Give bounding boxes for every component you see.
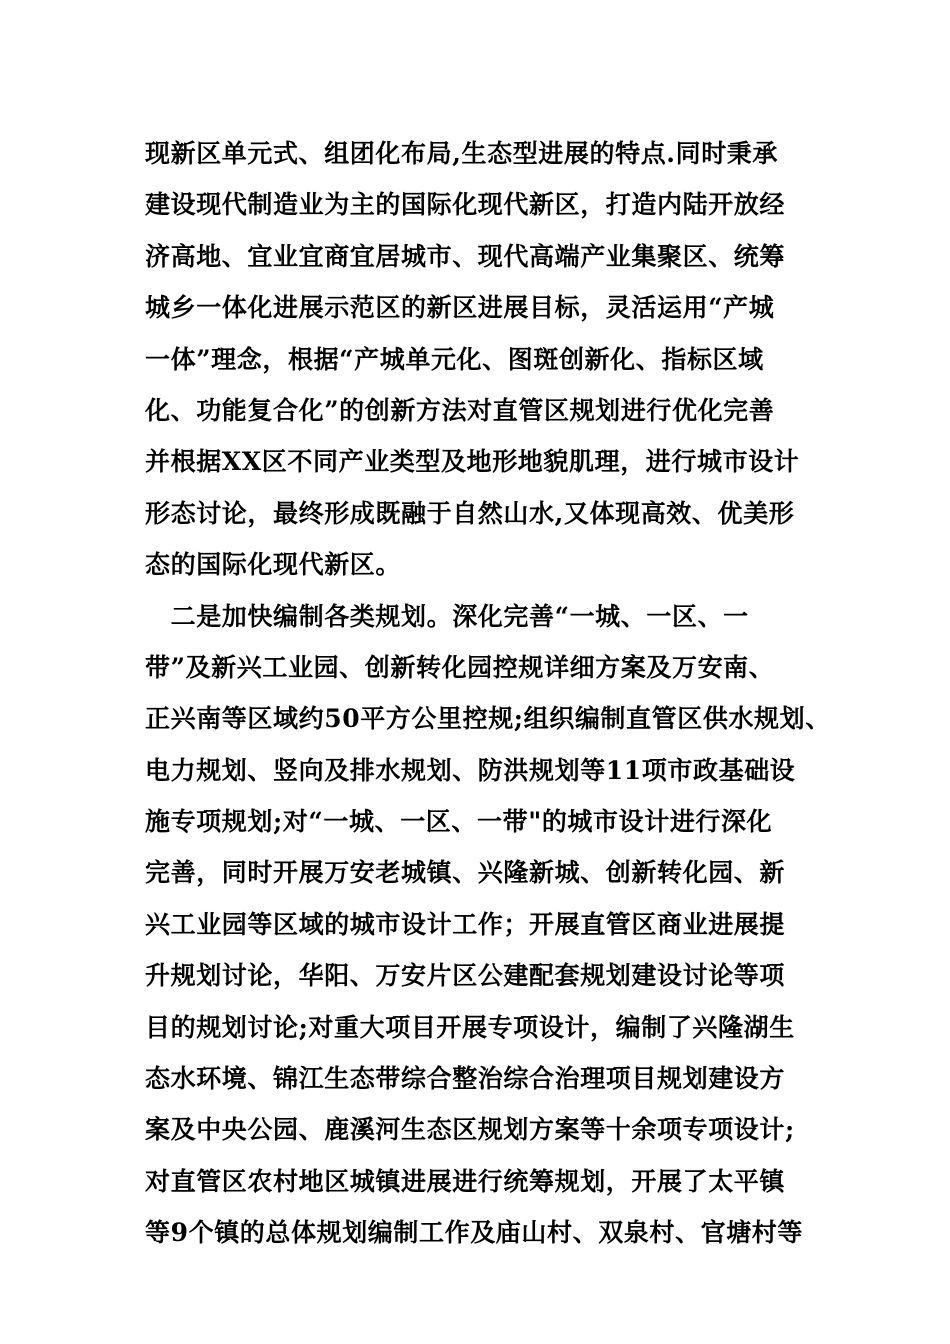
text-line: 兴工业园等区域的城市设计工作；开展直管区商业进展提 bbox=[145, 909, 786, 939]
text-line: 态水环境、锦江生态带综合整治综合治理项目规划建设方 bbox=[145, 1064, 786, 1094]
text-line: 等9个镇的总体规划编制工作及庙山村、双泉村、官塘村等 bbox=[145, 1218, 803, 1248]
text-line: 带”及新兴工业园、创新转化园控规详细方案及万安南、 bbox=[145, 652, 775, 682]
text-line: 济高地、宜业宜商宜居城市、现代高端产业集聚区、统筹 bbox=[145, 241, 786, 271]
body-text bbox=[145, 128, 845, 1259]
text-line: 对直管区农村地区城镇进展进行统筹规划，开展了太平镇 bbox=[145, 1166, 786, 1196]
text-line: 正兴南等区域约50平方公里控规;组织编制直管区供水规划、 bbox=[145, 704, 831, 734]
text-line: 现新区单元式、组团化布局,生态型进展的特点.同时秉承 bbox=[145, 139, 779, 168]
text-line: 城乡一体化进展示范区的新区进展目标，灵活运用“产城 bbox=[145, 293, 775, 323]
text-line: 施专项规划;对“一城、一区、一带"的城市设计进行深化 bbox=[145, 807, 773, 837]
text-line: 建设现代制造业为主的国际化现代新区，打造内陆开放经 bbox=[145, 190, 786, 220]
text-line: 电力规划、竖向及排水规划、防洪规划等11项市政基础设 bbox=[145, 755, 796, 785]
text-line: 目的规划讨论;对重大项目开展专项设计，编制了兴隆湖生 bbox=[145, 1012, 795, 1042]
text-line: 二是加快编制各类规划。深化完善“一城、一区、一 bbox=[145, 601, 749, 631]
text-line: 态的国际化现代新区。 bbox=[145, 550, 402, 580]
text-line: 一体”理念，根据“产城单元化、图斑创新化、指标区域 bbox=[145, 344, 764, 374]
text-line: 并根据XX区不同产业类型及地形地貌肌理，进行城市设计 bbox=[145, 447, 800, 477]
text-line: 升规划讨论，华阳、万安片区公建配套规划建设讨论等项 bbox=[145, 961, 786, 991]
text-line: 形态讨论，最终形成既融于自然山水,又体现高效、优美形 bbox=[145, 498, 795, 528]
text-line: 化、功能复合化”的创新方法对直管区规划进行优化完善 bbox=[145, 395, 775, 425]
text-line: 案及中央公园、鹿溪河生态区规划方案等十余项专项设计; bbox=[145, 1115, 795, 1145]
text-line: 完善，同时开展万安老城镇、兴隆新城、创新转化园、新 bbox=[145, 858, 786, 888]
